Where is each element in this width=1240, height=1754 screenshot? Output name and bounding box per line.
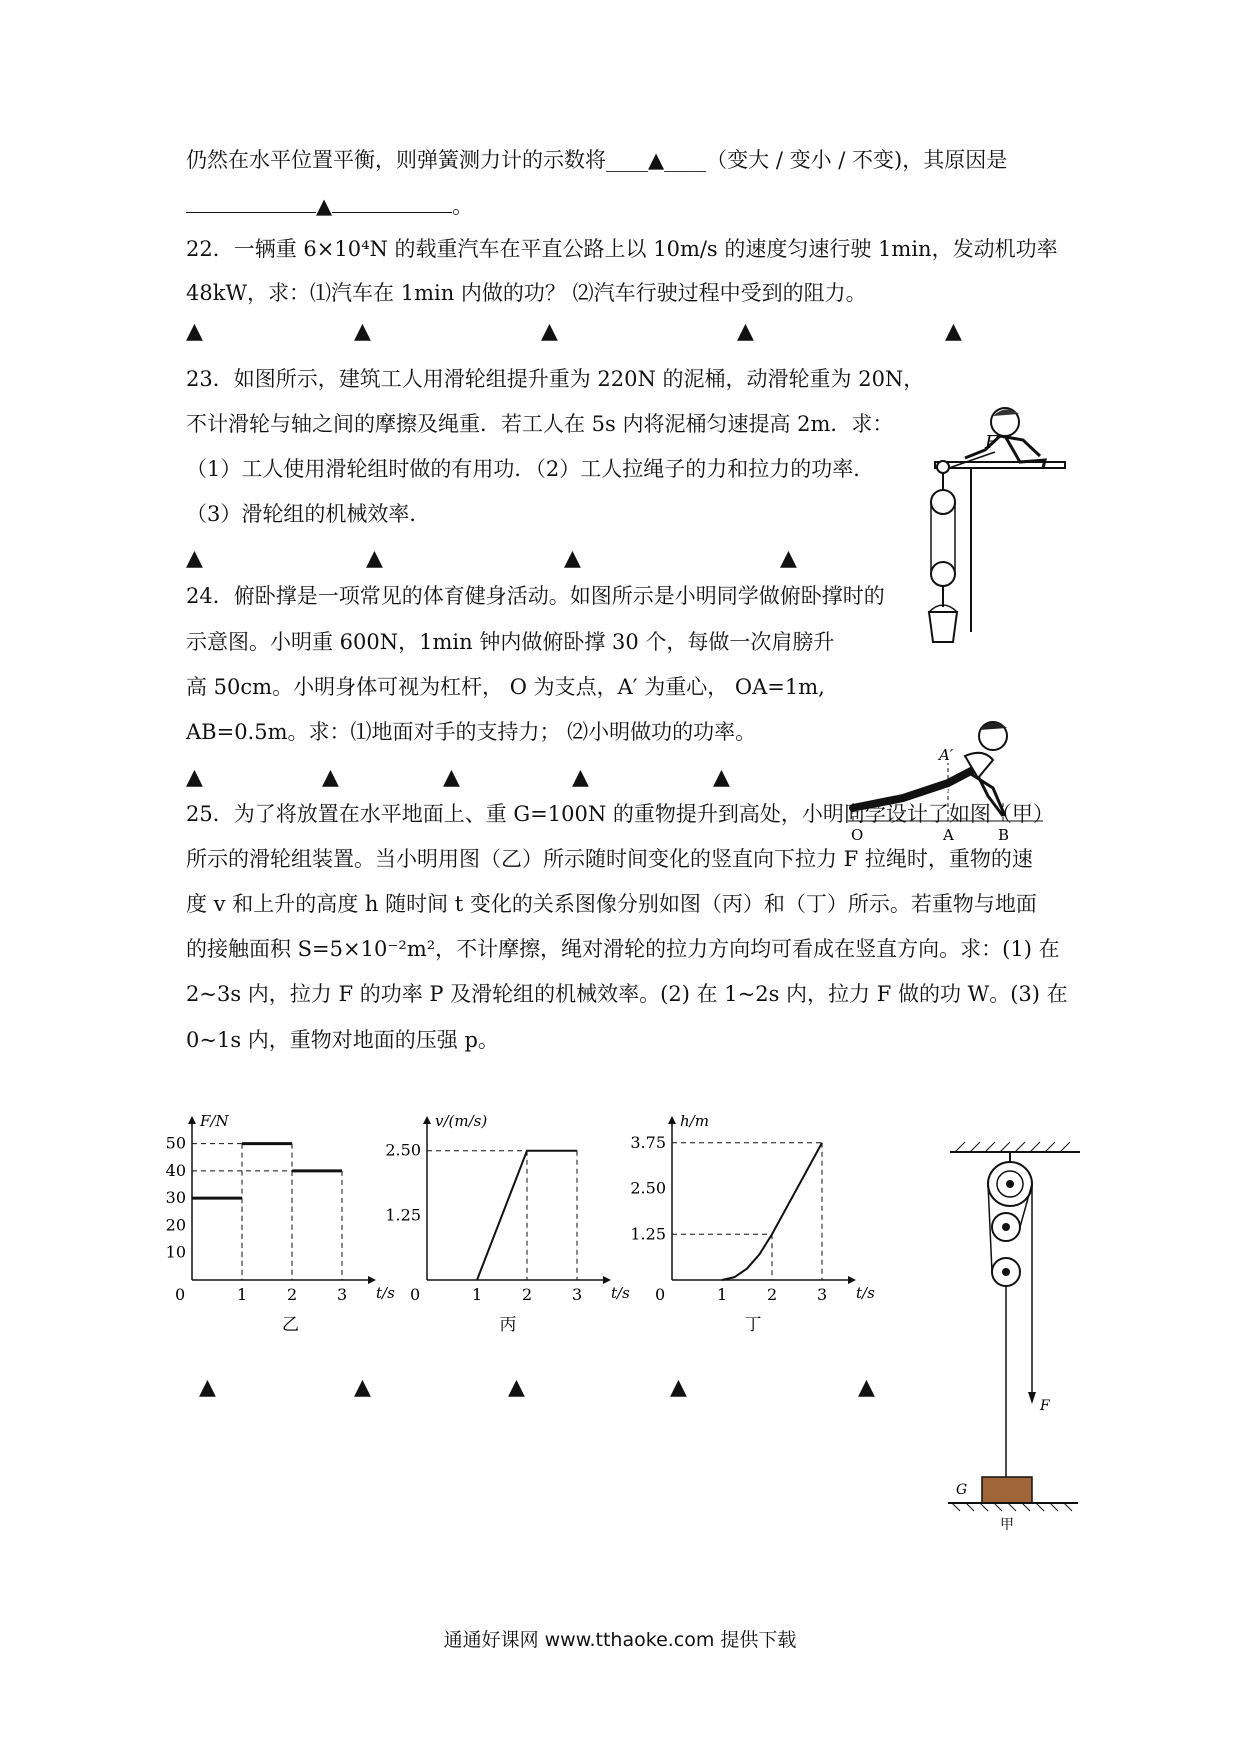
- x-tick-label: 1: [237, 1285, 248, 1304]
- q24-line4: AB=0.5m。求：⑴地面对手的支持力； ⑵小明做功的功率。: [186, 720, 757, 744]
- triangle-mark: ▲: [186, 319, 203, 344]
- triangle-mark: ▲: [354, 1375, 371, 1400]
- triangle-mark: ▲: [713, 765, 730, 790]
- triangle-mark: ▲: [366, 546, 383, 571]
- y-axis-arrow: [668, 1116, 676, 1124]
- q25-line6: 0~1s 内，重物对地面的压强 p。: [186, 1028, 499, 1052]
- x-tick-label: 1: [717, 1285, 728, 1304]
- x-axis-arrow: [848, 1276, 856, 1284]
- q25-line3: 度 v 和上升的高度 h 随时间 t 变化的关系图像分别如图（丙）和（丁）所示。若重物与地面: [186, 892, 1037, 916]
- triangle-mark: ▲: [186, 546, 203, 571]
- triangle-mark: ▲: [945, 319, 962, 344]
- q22-line1: 22．一辆重 6×10⁴N 的载重汽车在平直公路上以 10m/s 的速度匀速行驶 1min，发动机功率: [186, 237, 1058, 261]
- y-tick-label: 10: [165, 1242, 186, 1262]
- y-axis-label: F/N: [200, 1112, 229, 1130]
- triangle-mark: ▲: [564, 546, 581, 571]
- triangle-mark: ▲: [508, 1375, 525, 1400]
- x-tick-label: 3: [337, 1285, 348, 1304]
- q23-line2: 不计滑轮与轴之间的摩擦及绳重．若工人在 5s 内将泥桶匀速提高 2m．求：: [186, 412, 894, 436]
- force-label-f: F: [985, 432, 998, 453]
- y-tick-label: 3.75: [630, 1132, 666, 1152]
- x-axis-arrow: [603, 1276, 611, 1284]
- triangle-mark: ▲: [737, 319, 754, 344]
- x-tick-label: 2: [287, 1285, 298, 1304]
- x-tick-label: 3: [572, 1285, 583, 1304]
- x-tick-label: 3: [817, 1285, 828, 1304]
- q24-line1: 24．俯卧撑是一项常见的体育健身活动。如图所示是小明同学做俯卧撑时的: [186, 584, 885, 608]
- y-tick-label: 2.50: [385, 1140, 421, 1160]
- label-a-prime: A′: [939, 746, 954, 764]
- triangle-mark: ▲: [670, 1375, 687, 1400]
- triangle-mark: ▲: [186, 765, 203, 790]
- y-tick-label: 2.50: [630, 1178, 666, 1198]
- x-axis-label: t/s: [376, 1284, 395, 1302]
- x-tick-label: 2: [522, 1285, 533, 1304]
- page-footer: 通通好课网 www.tthaoke.com 提供下载: [443, 1629, 797, 1651]
- label-o: O: [851, 826, 864, 844]
- q25-line2: 所示的滑轮组装置。当小明用图（乙）所示随时间变化的竖直向下拉力 F 拉绳时，重物的速: [186, 847, 1033, 871]
- x-axis-label: t/s: [856, 1284, 875, 1302]
- q21-line2: ▲ 。: [186, 192, 473, 220]
- y-tick-label: 30: [165, 1188, 186, 1208]
- answer-area-q22: [0, 320, 1240, 344]
- y-tick-label: 20: [165, 1215, 186, 1235]
- x-tick-label: 0: [175, 1285, 186, 1304]
- q23-line4: （3）滑轮组的机械效率．: [186, 502, 431, 526]
- pulley-system-figure-jia: [930, 1142, 1095, 1532]
- chart-bing-velocity-time: [385, 1108, 645, 1348]
- q23-line3: （1）工人使用滑轮组时做的有用功．（2）工人拉绳子的力和拉力的功率．: [186, 457, 875, 481]
- q25-line1: 25．为了将放置在水平地面上、重 G=100N 的重物提升到高处，小明同学设计了如图（甲）: [186, 802, 1054, 826]
- x-tick-label: 0: [655, 1285, 666, 1304]
- x-tick-label: 0: [410, 1285, 421, 1304]
- weight-label-g: G: [956, 1482, 968, 1498]
- triangle-mark: ▲: [199, 1375, 216, 1400]
- answer-blank[interactable]: [332, 192, 452, 213]
- chart-caption: 丁: [744, 1315, 762, 1335]
- x-tick-label: 2: [767, 1285, 778, 1304]
- y-axis-arrow: [188, 1116, 196, 1124]
- y-axis-label: v/(m/s): [435, 1112, 488, 1130]
- answer-triangle: ▲: [316, 194, 333, 218]
- y-tick-label: 50: [165, 1133, 186, 1153]
- q23-line1: 23．如图所示，建筑工人用滑轮组提升重为 220N 的泥桶，动滑轮重为 20N，: [186, 367, 925, 391]
- q24-line2: 示意图。小明重 600N，1min 钟内做俯卧撑 30 个，每做一次肩膀升: [186, 630, 835, 654]
- label-a: A: [943, 826, 954, 844]
- answer-area-q25: [0, 1376, 1240, 1400]
- y-axis-arrow: [423, 1116, 431, 1124]
- x-axis-arrow: [368, 1276, 376, 1284]
- force-label-f-jia: F: [1040, 1398, 1050, 1414]
- y-axis-label: h/m: [680, 1112, 709, 1130]
- q21-line1: 仍然在水平位置平衡，则弹簧测力计的示数将____▲____（变大 / 变小 / 不变)，其原因是: [186, 148, 1008, 172]
- label-b: B: [998, 826, 1010, 844]
- answer-blank[interactable]: [186, 192, 316, 213]
- x-tick-label: 1: [472, 1285, 483, 1304]
- triangle-mark: ▲: [541, 319, 558, 344]
- chart-caption: 乙: [282, 1315, 299, 1335]
- triangle-mark: ▲: [858, 1375, 875, 1400]
- q22-line2: 48kW，求：⑴汽车在 1min 内做的功？ ⑵汽车行驶过程中受到的阻力。: [186, 281, 867, 305]
- y-tick-label: 1.25: [385, 1205, 421, 1225]
- height-curve: [722, 1143, 822, 1280]
- x-axis-label: t/s: [611, 1284, 630, 1302]
- chart-ding-height-time: [630, 1108, 890, 1348]
- y-tick-label: 1.25: [630, 1224, 666, 1244]
- q25-line5: 2~3s 内，拉力 F 的功率 P 及滑轮组的机械效率。(2) 在 1~2s 内，拉力 F 做的功 W。(3) 在: [186, 982, 1068, 1006]
- triangle-mark: ▲: [780, 546, 797, 571]
- chart-yi-force-time: [165, 1108, 400, 1348]
- triangle-mark: ▲: [572, 765, 589, 790]
- worker-pulley-figure: [905, 402, 1070, 664]
- q24-line3: 高 50cm。小明身体可视为杠杆， O 为支点，A′ 为重心， OA=1m,: [186, 675, 825, 699]
- y-tick-label: 40: [165, 1160, 186, 1180]
- q25-line4: 的接触面积 S=5×10⁻²m²，不计摩擦，绳对滑轮的拉力方向均可看成在竖直方向。求：(1) 在: [186, 937, 1060, 961]
- pushup-lever-figure: [843, 708, 1048, 850]
- caption-jia: 甲: [1000, 1517, 1014, 1533]
- triangle-mark: ▲: [443, 765, 460, 790]
- answer-area-q24: [0, 766, 1240, 790]
- triangle-mark: ▲: [322, 765, 339, 790]
- chart-caption: 丙: [499, 1315, 517, 1335]
- triangle-mark: ▲: [354, 319, 371, 344]
